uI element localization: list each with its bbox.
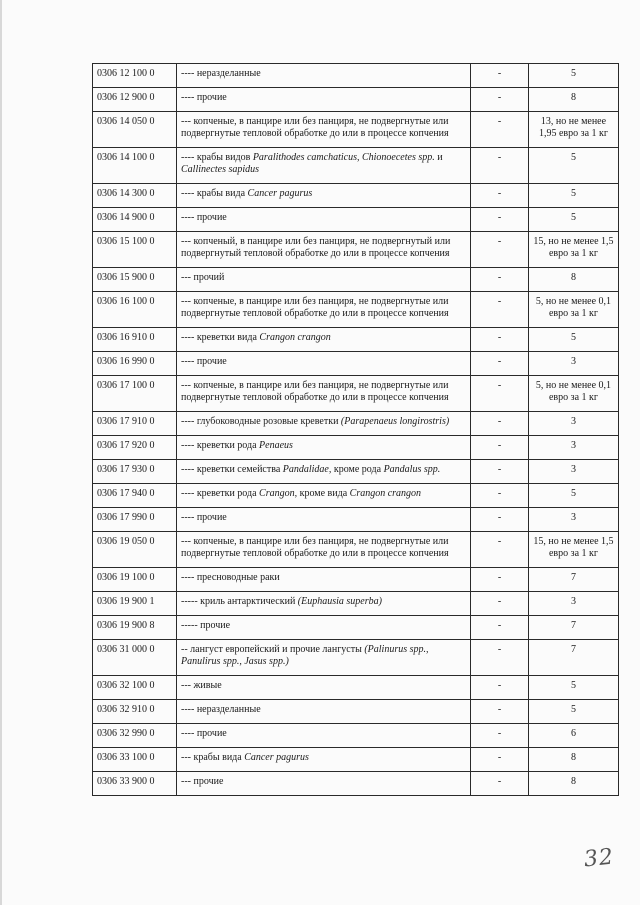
- description-italic-text: Crangon crangon: [259, 332, 331, 343]
- description-cell: [177, 436, 471, 460]
- duty-rate-cell: 6: [529, 724, 619, 748]
- handwritten-page-number: 32: [582, 844, 616, 873]
- duty-rate-cell: 5: [529, 208, 619, 232]
- description-text: --- копченые, в панцире или без панциря, не подвергнутые или подвергнутые тепловой обработке до или в процессе копчения: [181, 116, 449, 139]
- unit-cell: -: [471, 268, 529, 292]
- description-text: -- лангуст европейский и прочие лангусты: [181, 644, 365, 655]
- description-text: --- крабы вида: [181, 752, 245, 763]
- unit-cell: -: [471, 700, 529, 724]
- unit-cell: -: [471, 64, 529, 88]
- description-text: ---- глубоководные розовые креветки: [181, 416, 341, 427]
- description-text: ---- прочие: [181, 92, 227, 103]
- description-text: ---- крабы вида: [181, 188, 248, 199]
- table-row: [93, 700, 619, 724]
- commodity-code-cell: 0306 32 100 0: [93, 676, 177, 700]
- description-text: ---- прочие: [181, 212, 227, 223]
- tariff-table: [92, 63, 619, 796]
- commodity-code-cell: 0306 14 050 0: [93, 112, 177, 148]
- description-cell: [177, 292, 471, 328]
- commodity-code-cell: 0306 14 300 0: [93, 184, 177, 208]
- duty-rate-cell: 5: [529, 328, 619, 352]
- table-row: [93, 184, 619, 208]
- description-text: ---- креветки семейства: [181, 464, 283, 475]
- description-text: ---- креветки рода: [181, 440, 260, 451]
- description-cell: [177, 640, 471, 676]
- commodity-code-cell: 0306 33 900 0: [93, 772, 177, 796]
- description-text: ---- прочие: [181, 356, 227, 367]
- unit-cell: -: [471, 532, 529, 568]
- unit-cell: -: [471, 208, 529, 232]
- commodity-code-cell: 0306 32 990 0: [93, 724, 177, 748]
- description-italic-text: (Euphausia superba): [297, 596, 382, 607]
- description-cell: [177, 184, 471, 208]
- table-row: [93, 88, 619, 112]
- table-row: [93, 412, 619, 436]
- table-row: [93, 436, 619, 460]
- description-cell: [177, 568, 471, 592]
- unit-cell: -: [471, 460, 529, 484]
- duty-rate-cell: 8: [529, 748, 619, 772]
- description-italic-text: (Parapenaeus longirostris): [340, 416, 450, 427]
- commodity-code-cell: 0306 12 900 0: [93, 88, 177, 112]
- table-row: [93, 568, 619, 592]
- table-row: [93, 148, 619, 184]
- description-italic-text: Pandalidae,: [282, 464, 332, 475]
- duty-rate-cell: 5, но не менее 0,1 евро за 1 кг: [529, 292, 619, 328]
- unit-cell: -: [471, 508, 529, 532]
- duty-rate-cell: 3: [529, 508, 619, 532]
- table-row: [93, 748, 619, 772]
- description-cell: [177, 700, 471, 724]
- unit-cell: -: [471, 724, 529, 748]
- description-text: --- живые: [181, 680, 222, 691]
- tariff-table-body: [93, 64, 619, 796]
- unit-cell: -: [471, 148, 529, 184]
- commodity-code-cell: 0306 17 920 0: [93, 436, 177, 460]
- commodity-code-cell: 0306 31 000 0: [93, 640, 177, 676]
- duty-rate-cell: 15, но не менее 1,5 евро за 1 кг: [529, 532, 619, 568]
- duty-rate-cell: 5: [529, 484, 619, 508]
- description-text: --- прочий: [181, 272, 225, 283]
- description-cell: [177, 412, 471, 436]
- unit-cell: -: [471, 640, 529, 676]
- duty-rate-cell: 7: [529, 616, 619, 640]
- duty-rate-cell: 8: [529, 88, 619, 112]
- duty-rate-cell: 3: [529, 412, 619, 436]
- table-row: [93, 232, 619, 268]
- commodity-code-cell: 0306 33 100 0: [93, 748, 177, 772]
- duty-rate-cell: 3: [529, 352, 619, 376]
- commodity-code-cell: 0306 19 050 0: [93, 532, 177, 568]
- table-row: [93, 772, 619, 796]
- table-row: [93, 592, 619, 616]
- duty-rate-cell: 5: [529, 184, 619, 208]
- commodity-code-cell: 0306 14 100 0: [93, 148, 177, 184]
- description-cell: [177, 112, 471, 148]
- description-italic-text: (Palinurus spp., Panulirus spp., Jasus spp.): [181, 644, 429, 667]
- commodity-code-cell: 0306 15 900 0: [93, 268, 177, 292]
- description-cell: [177, 352, 471, 376]
- commodity-code-cell: 0306 16 990 0: [93, 352, 177, 376]
- table-row: [93, 328, 619, 352]
- description-cell: [177, 232, 471, 268]
- table-row: [93, 616, 619, 640]
- duty-rate-cell: 3: [529, 460, 619, 484]
- description-cell: [177, 532, 471, 568]
- description-cell: [177, 208, 471, 232]
- duty-rate-cell: 5: [529, 148, 619, 184]
- description-italic-text: Paralithodes camchaticus, Chionoecetes spp.: [252, 152, 435, 163]
- commodity-code-cell: 0306 17 940 0: [93, 484, 177, 508]
- description-cell: [177, 616, 471, 640]
- duty-rate-cell: 5: [529, 676, 619, 700]
- description-text: ---- крабы видов: [181, 152, 253, 163]
- table-row: [93, 676, 619, 700]
- unit-cell: -: [471, 292, 529, 328]
- unit-cell: -: [471, 352, 529, 376]
- duty-rate-cell: 7: [529, 568, 619, 592]
- commodity-code-cell: 0306 19 900 1: [93, 592, 177, 616]
- description-text: --- копченый, в панцире или без панциря, не подвергнутый или подвергнутый тепловой обработке до или в процессе копчения: [181, 236, 451, 259]
- duty-rate-cell: 13, но не менее 1,95 евро за 1 кг: [529, 112, 619, 148]
- unit-cell: -: [471, 748, 529, 772]
- duty-rate-cell: 15, но не менее 1,5 евро за 1 кг: [529, 232, 619, 268]
- description-text: ----- прочие: [181, 620, 231, 631]
- table-row: [93, 112, 619, 148]
- description-cell: [177, 460, 471, 484]
- description-cell: [177, 676, 471, 700]
- duty-rate-cell: 3: [529, 592, 619, 616]
- commodity-code-cell: 0306 32 910 0: [93, 700, 177, 724]
- description-text: --- копченые, в панцире или без панциря, не подвергнутые или подвергнутые тепловой обработке до или в процессе копчения: [181, 380, 449, 403]
- description-text: ---- креветки рода: [181, 488, 260, 499]
- commodity-code-cell: 0306 16 100 0: [93, 292, 177, 328]
- table-row: [93, 376, 619, 412]
- table-row: [93, 292, 619, 328]
- unit-cell: -: [471, 112, 529, 148]
- duty-rate-cell: 5: [529, 64, 619, 88]
- description-text: кроме вида: [297, 488, 350, 499]
- table-row: [93, 268, 619, 292]
- description-italic-text: Penaeus: [259, 440, 293, 451]
- duty-rate-cell: 8: [529, 268, 619, 292]
- unit-cell: -: [471, 412, 529, 436]
- duty-rate-cell: 5, но не менее 0,1 евро за 1 кг: [529, 376, 619, 412]
- description-italic-text: Cancer pagurus: [244, 752, 309, 763]
- duty-rate-cell: 5: [529, 700, 619, 724]
- unit-cell: -: [471, 184, 529, 208]
- description-italic-text: Cancer pagurus: [247, 188, 313, 199]
- description-text: ----- криль антарктический: [181, 596, 298, 607]
- table-row: [93, 640, 619, 676]
- unit-cell: -: [471, 436, 529, 460]
- commodity-code-cell: 0306 12 100 0: [93, 64, 177, 88]
- description-cell: [177, 268, 471, 292]
- description-text: --- копченые, в панцире или без панциря, не подвергнутые или подвергнутые тепловой обработке до или в процессе копчения: [181, 536, 449, 559]
- description-text: ---- неразделанные: [181, 68, 261, 79]
- table-row: [93, 352, 619, 376]
- description-text: ---- прочие: [181, 728, 227, 739]
- commodity-code-cell: 0306 14 900 0: [93, 208, 177, 232]
- table-row: [93, 508, 619, 532]
- description-text: --- прочие: [181, 776, 224, 787]
- description-italic-text: Crangon,: [259, 488, 298, 499]
- description-cell: [177, 772, 471, 796]
- commodity-code-cell: 0306 19 100 0: [93, 568, 177, 592]
- description-cell: [177, 328, 471, 352]
- description-cell: [177, 376, 471, 412]
- commodity-code-cell: 0306 15 100 0: [93, 232, 177, 268]
- description-cell: [177, 508, 471, 532]
- description-text: --- копченые, в панцире или без панциря, не подвергнутые или подвергнутые тепловой обработке до или в процессе копчения: [181, 296, 449, 319]
- table-row: [93, 460, 619, 484]
- unit-cell: -: [471, 232, 529, 268]
- unit-cell: -: [471, 376, 529, 412]
- commodity-code-cell: 0306 19 900 8: [93, 616, 177, 640]
- table-row: [93, 484, 619, 508]
- commodity-code-cell: 0306 17 990 0: [93, 508, 177, 532]
- unit-cell: -: [471, 676, 529, 700]
- duty-rate-cell: 7: [529, 640, 619, 676]
- commodity-code-cell: 0306 17 930 0: [93, 460, 177, 484]
- table-row: [93, 532, 619, 568]
- table-row: [93, 724, 619, 748]
- commodity-code-cell: 0306 17 910 0: [93, 412, 177, 436]
- description-cell: [177, 592, 471, 616]
- description-text: кроме рода: [331, 464, 384, 475]
- description-cell: [177, 484, 471, 508]
- unit-cell: -: [471, 616, 529, 640]
- description-cell: [177, 148, 471, 184]
- scan-edge: [0, 0, 2, 905]
- commodity-code-cell: 0306 16 910 0: [93, 328, 177, 352]
- description-text: ---- креветки вида: [181, 332, 260, 343]
- description-italic-text: Pandalus spp.: [383, 464, 441, 475]
- description-cell: [177, 64, 471, 88]
- description-italic-text: Callinectes sapidus: [181, 164, 260, 175]
- duty-rate-cell: 3: [529, 436, 619, 460]
- unit-cell: -: [471, 772, 529, 796]
- commodity-code-cell: 0306 17 100 0: [93, 376, 177, 412]
- description-text: ---- неразделанные: [181, 704, 261, 715]
- duty-rate-cell: 8: [529, 772, 619, 796]
- unit-cell: -: [471, 568, 529, 592]
- unit-cell: -: [471, 592, 529, 616]
- description-cell: [177, 748, 471, 772]
- description-cell: [177, 88, 471, 112]
- description-cell: [177, 724, 471, 748]
- description-text: ---- пресноводные раки: [181, 572, 280, 583]
- unit-cell: -: [471, 328, 529, 352]
- description-italic-text: Crangon crangon: [349, 488, 422, 499]
- table-row: [93, 64, 619, 88]
- unit-cell: -: [471, 88, 529, 112]
- description-text: ---- прочие: [181, 512, 227, 523]
- unit-cell: -: [471, 484, 529, 508]
- description-text: и: [434, 152, 443, 163]
- table-row: [93, 208, 619, 232]
